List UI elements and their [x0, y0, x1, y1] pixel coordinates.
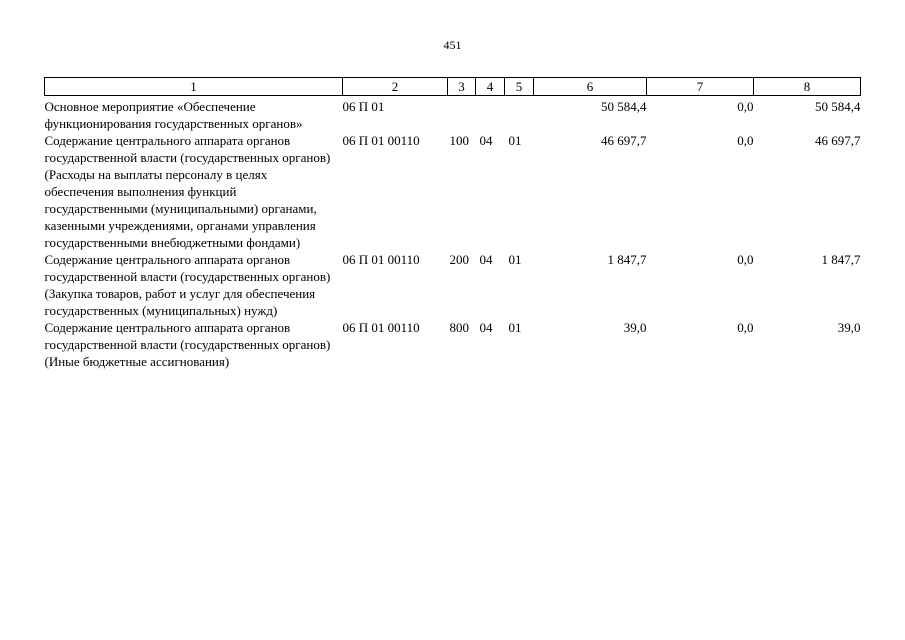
- row-subsection: 01: [508, 252, 522, 267]
- row-value-6: 46 697,7: [601, 133, 647, 148]
- column-header-7: 7: [647, 78, 754, 96]
- column-header-2: 2: [343, 78, 448, 96]
- row-name: Содержание центрального аппарата органов государственной власти (государственных органов) (Расходы на выплаты персоналу в целях обеспечения выполнения функций государственными (муниципальными) органами, казенными учреждениями, органами управления государственными внебюджетными фондами): [44, 133, 331, 250]
- row-value-7: 0,0: [737, 133, 754, 148]
- row-code: 06 П 01 00110: [342, 320, 420, 335]
- row-value-6: 50 584,4: [601, 99, 647, 114]
- row-name: Содержание центрального аппарата органов государственной власти (государственных органов) (Иные бюджетные ассигнования): [44, 320, 331, 369]
- row-section: 04: [479, 252, 493, 267]
- row-expense-type: 200: [449, 252, 469, 267]
- table-row: [45, 251, 861, 319]
- row-value-6: 1 847,7: [607, 252, 647, 267]
- column-header-1: 1: [45, 78, 343, 96]
- row-subsection: 01: [508, 320, 522, 335]
- row-value-8: 50 584,4: [815, 99, 861, 114]
- row-value-8: 1 847,7: [821, 252, 861, 267]
- column-header-4: 4: [476, 78, 505, 96]
- row-expense-type: [448, 96, 476, 133]
- column-header-6: 6: [534, 78, 647, 96]
- table-row: [45, 319, 861, 370]
- column-header-8: 8: [754, 78, 861, 96]
- table-header-row: [45, 78, 861, 96]
- table-row: [45, 132, 861, 251]
- row-code: 06 П 01 00110: [342, 133, 420, 148]
- row-value-7: 0,0: [737, 320, 754, 335]
- row-expense-type: 800: [449, 320, 469, 335]
- column-header-5: 5: [505, 78, 534, 96]
- budget-table: [44, 77, 861, 370]
- row-subsection: [505, 96, 534, 133]
- row-value-7: 0,0: [737, 252, 754, 267]
- row-section: [476, 96, 505, 133]
- row-name: Основное мероприятие «Обеспечение функционирования государственных органов»: [44, 99, 303, 131]
- table-row: [45, 96, 861, 133]
- row-code: 06 П 01 00110: [342, 252, 420, 267]
- row-value-7: 0,0: [737, 99, 754, 114]
- row-name: Содержание центрального аппарата органов государственной власти (государственных органов) (Закупка товаров, работ и услуг для обеспечения государственных (муниципальных) нужд): [44, 252, 331, 318]
- row-section: 04: [479, 320, 493, 335]
- column-header-3: 3: [448, 78, 476, 96]
- row-value-6: 39,0: [623, 320, 647, 335]
- page-number: 451: [443, 38, 462, 52]
- row-section: 04: [479, 133, 493, 148]
- row-expense-type: 100: [449, 133, 469, 148]
- row-value-8: 39,0: [837, 320, 861, 335]
- row-code: 06 П 01: [342, 99, 385, 114]
- row-value-8: 46 697,7: [815, 133, 861, 148]
- row-subsection: 01: [508, 133, 522, 148]
